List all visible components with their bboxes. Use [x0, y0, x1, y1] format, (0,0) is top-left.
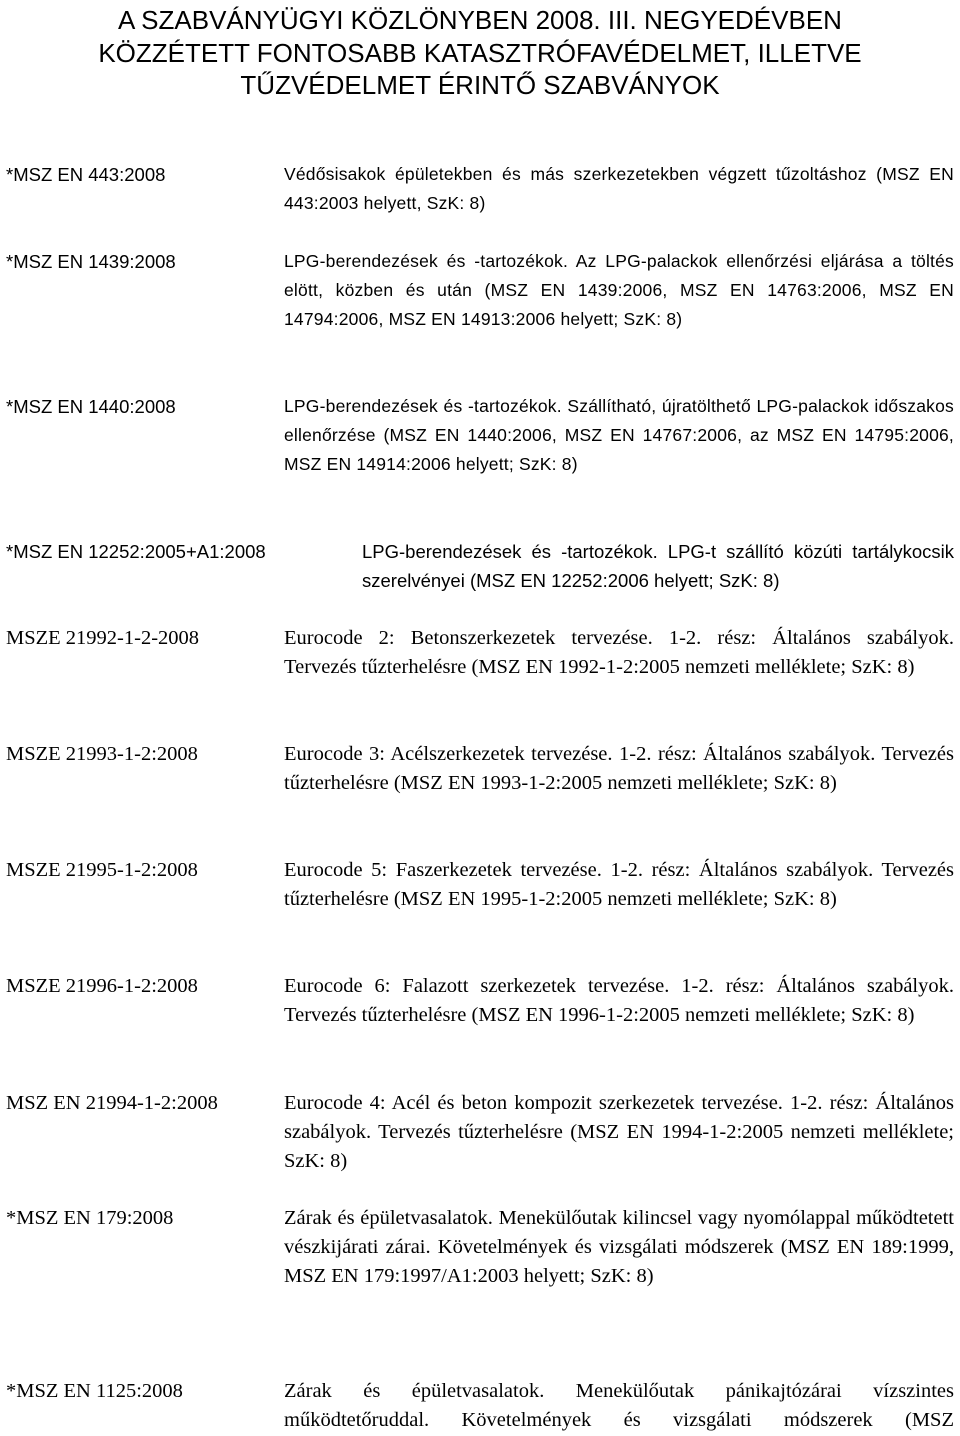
standard-description: Eurocode 6: Falazott szerkezetek tervezése. 1-2. rész: Általános szabályok. Tervezés tűzterhelésre (MSZ EN 1996-1-2:2005 nemzeti melléklete; SzK: 8) [284, 975, 954, 1026]
standard-code: *MSZ EN 443:2008 [6, 164, 166, 185]
page-title [6, 4, 954, 102]
standard-description: Eurocode 4: Acél és beton kompozit szerkezetek tervezése. 1-2. rész: Általános szabályok. Tervezés tűzterhelésre (MSZ EN 1994-1-2:2005 nemzeti melléklete; SzK: 8) [284, 1092, 954, 1172]
standard-code: MSZE 21995-1-2:2008 [6, 859, 198, 881]
standard-code: MSZ EN 21994-1-2:2008 [6, 1092, 218, 1114]
standard-code: *MSZ EN 1440:2008 [6, 396, 176, 417]
standard-description: LPG-berendezések és -tartozékok. Az LPG-palackok ellenőrzési eljárása a töltés elött, közben és után (MSZ EN 1439:2006, MSZ EN 14763:2006, MSZ EN 14794:2006, MSZ EN 14913:2006 helyett; SzK: 8) [284, 251, 954, 329]
page-title-line-2: KÖZZÉTETT FONTOSABB KATASZTRÓFAVÉDELMET, ILLETVE [98, 37, 862, 68]
standard-code: *MSZ EN 12252:2005+A1:2008 [6, 541, 266, 562]
standard-description: Eurocode 2: Betonszerkezetek tervezése. 1-2. rész: Általános szabályok. Tervezés tűzterhelésre (MSZ EN 1992-1-2:2005 nemzeti melléklete; SzK: 8) [284, 627, 954, 678]
standard-description: LPG-berendezések és -tartozékok. LPG-t szállító közúti tartálykocsik szerelvényei (MSZ EN 12252:2006 helyett; SzK: 8) [362, 541, 954, 591]
standard-description: Zárak és épületvasalatok. Menekülőutak kilincsel vagy nyomólappal működtetett vészkijárati zárai. Követelmények és vizsgálati módszerek (MSZ EN 189:1999, MSZ EN 179:1997/A1:2003 helyett; SzK: 8) [284, 1207, 954, 1287]
standard-description: LPG-berendezések és -tartozékok. Szállítható, újratölthető LPG-palackok időszakos ellenőrzése (MSZ EN 1440:2006, MSZ EN 14767:2006, az MSZ EN 14795:2006, MSZ EN 14914:2006 helyett; SzK: 8) [284, 396, 954, 474]
page-title-line-3: TŰZVÉDELMET ÉRINTŐ SZABVÁNYOK [240, 70, 720, 100]
standard-code: *MSZ EN 179:2008 [6, 1207, 174, 1229]
standard-description: Zárak és épületvasalatok. Menekülőutak pánikajtózárai vízszintes működtetőruddal. Követelmények és vizsgálati módszerek (MSZ [284, 1380, 954, 1431]
standard-code: MSZE 21992-1-2-2008 [6, 627, 200, 649]
standard-description: Eurocode 3: Acélszerkezetek tervezése. 1-2. rész: Általános szabályok. Tervezés tűzterhelésre (MSZ EN 1993-1-2:2005 nemzeti melléklete; SzK: 8) [284, 743, 954, 794]
standard-code: MSZE 21993-1-2:2008 [6, 743, 198, 765]
standard-code: MSZE 21996-1-2:2008 [6, 975, 198, 997]
standard-code: *MSZ EN 1125:2008 [6, 1380, 183, 1402]
page-title-line-1: A SZABVÁNYÜGYI KÖZLÖNYBEN 2008. III. NEGYEDÉVBEN [118, 5, 842, 35]
standard-code: *MSZ EN 1439:2008 [6, 251, 176, 272]
standard-description: Védősisakok épületekben és más szerkezetekben végzett tűzoltáshoz (MSZ EN 443:2003 helyett, SzK: 8) [284, 164, 954, 213]
standard-description: Eurocode 5: Faszerkezetek tervezése. 1-2. rész: Általános szabályok. Tervezés tűzterhelésre (MSZ EN 1995-1-2:2005 nemzeti melléklete; SzK: 8) [284, 859, 954, 910]
